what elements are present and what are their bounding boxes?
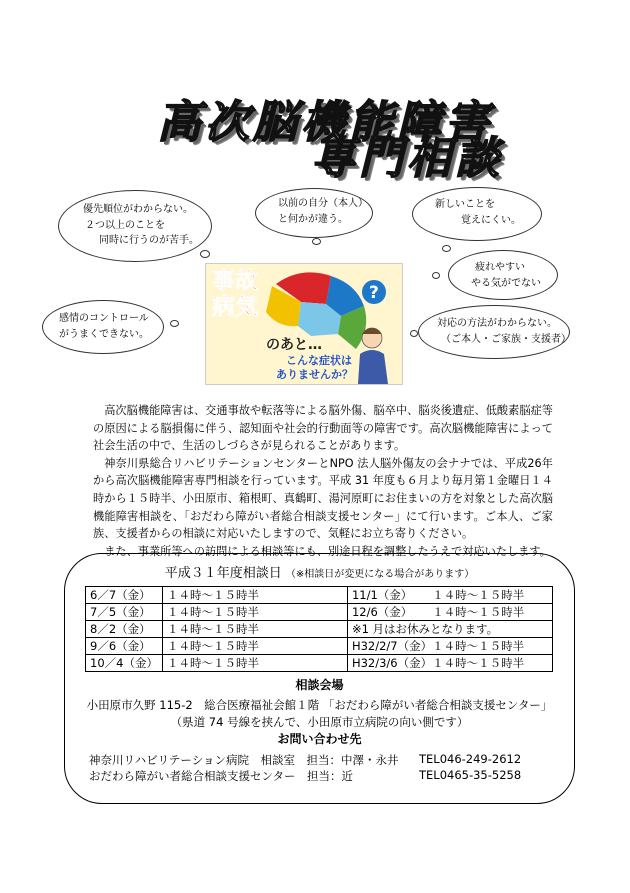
schedule-date: 8／2（金） [86, 621, 163, 638]
svg-text:?: ? [369, 283, 379, 303]
bubble-tail [410, 330, 418, 337]
schedule-time: １４時～１５時半 [162, 621, 347, 638]
bubble-tail [432, 272, 440, 279]
illustration-question-1: こんな症状は [286, 354, 352, 367]
illustration [205, 263, 403, 385]
bubble-fatigue: 疲れやすい やる気がでない [448, 250, 558, 300]
schedule-entry: H32/3/6（金）１４時～１５時半 [347, 655, 552, 672]
bubble-priority: 優先順位がわからない。 ２つ以上のことを 同時に行うのが苦手。 [58, 190, 212, 262]
contact-org: 神奈川リハビリテーション病院 相談室 担当：中澤・永井 [89, 753, 399, 767]
schedule-time: １４時～１５時半 [162, 655, 347, 672]
illustration-question-2: ありませんか？ [276, 368, 353, 381]
schedule-entry: H32/2/7（金）１４時～１５時半 [347, 638, 552, 655]
contact-phone: TEL046-249-2612 [419, 752, 522, 766]
contact-phone: TEL0465-35-5258 [419, 768, 522, 782]
table-row [86, 638, 553, 655]
schedule-heading: 平成３１年度相談日 [164, 566, 282, 581]
schedule-date: 10／4（金） [86, 655, 163, 672]
illustration-word-accident: 事故 [212, 268, 258, 294]
table-row [86, 621, 553, 638]
illustration-word-illness: 病気 [212, 294, 258, 320]
venue-directions: （県道 74 号線を挟んで、小田原市立病院の向い側です） [170, 715, 469, 729]
illustration-after-text: のあと… [266, 337, 322, 353]
schedule-time: １４時～１５時半 [162, 638, 347, 655]
bubble-tail [170, 320, 179, 327]
schedule-entry: 12/6（金） １４時～１５時半 [347, 604, 552, 621]
schedule-time: １４時～１５時半 [162, 604, 347, 621]
bubble-former-self: 以前の自分（本人） と何かが違う。 [255, 188, 373, 238]
bubble-memory: 新しいことを 覚えにくい。 [412, 187, 542, 241]
info-panel [64, 553, 575, 804]
venue-address: 小田原市久野 115-2 総合医療福祉会館１階 「おだわら障がい者総合相談支援センター」 [86, 698, 553, 712]
venue-heading: 相談会場 [295, 678, 344, 692]
schedule-date: 6／7（金） [86, 587, 163, 604]
title-line-1: 高次脳機能障害 [157, 97, 493, 148]
schedule-table [85, 586, 553, 672]
contact-heading: お問い合わせ先 [277, 732, 362, 746]
bubble-tail [200, 250, 210, 258]
table-row [86, 587, 553, 604]
description-paragraph: 神奈川県総合リハビリテーションセンターとNPO 法人脳外傷友の会ナナでは、平成26年から高次脳機能障害専門相談を行っています。平成 31 年度も６月より毎月第１金曜日１４時から１５時半、小田原市、箱根町、真鶴町、湯河原町にお住まいの方を対象とした高次脳機能障害相談を、「おだわら障がい者総合相談支援センター」にて行います。ご本人、ご家族、支援者からの相談に対応いたしますので、気軽にお立ち寄りください。 [93, 456, 553, 541]
schedule-date: 9／6（金） [86, 638, 163, 655]
description [93, 402, 553, 560]
bubble-tail [442, 245, 451, 252]
schedule-time: １４時～１５時半 [162, 587, 347, 604]
person-body-icon [358, 350, 388, 384]
bubble-tail [312, 238, 321, 245]
schedule-entry: 11/1（金） １４時～１５時半 [347, 587, 552, 604]
title-line-2: 専門相談 [311, 133, 503, 184]
contact-org: おだわら障がい者総合相談支援センター 担当：近 [89, 769, 354, 783]
table-row [86, 604, 553, 621]
description-paragraph: 高次脳機能障害は、交通事故や転落等による脳外傷、脳卒中、脳炎後遺症、低酸素脳症等の原因による脳損傷に伴う、認知面や社会的行動面等の障害です。高次脳機能障害によって社会生活の中で、生活のしづらさが見られることがあります。 [93, 404, 553, 453]
description-paragraph: また、事業所等への訪問による相談等にも、別途日程を調整したうえで対応いたします。 [104, 544, 551, 558]
bubble-emotion: 感情のコントロール がうまくできない。 [42, 300, 164, 354]
schedule-entry: ※1 月はお休みとなります。 [347, 621, 552, 638]
table-row [86, 655, 553, 672]
bubble-response: 対応の方法がわからない。 （ご本人・ご家族・支援者） [418, 305, 570, 359]
schedule-title [65, 562, 574, 581]
schedule-date: 7／5（金） [86, 604, 163, 621]
schedule-note: （※相談日が変更になる場合があります） [285, 569, 475, 580]
